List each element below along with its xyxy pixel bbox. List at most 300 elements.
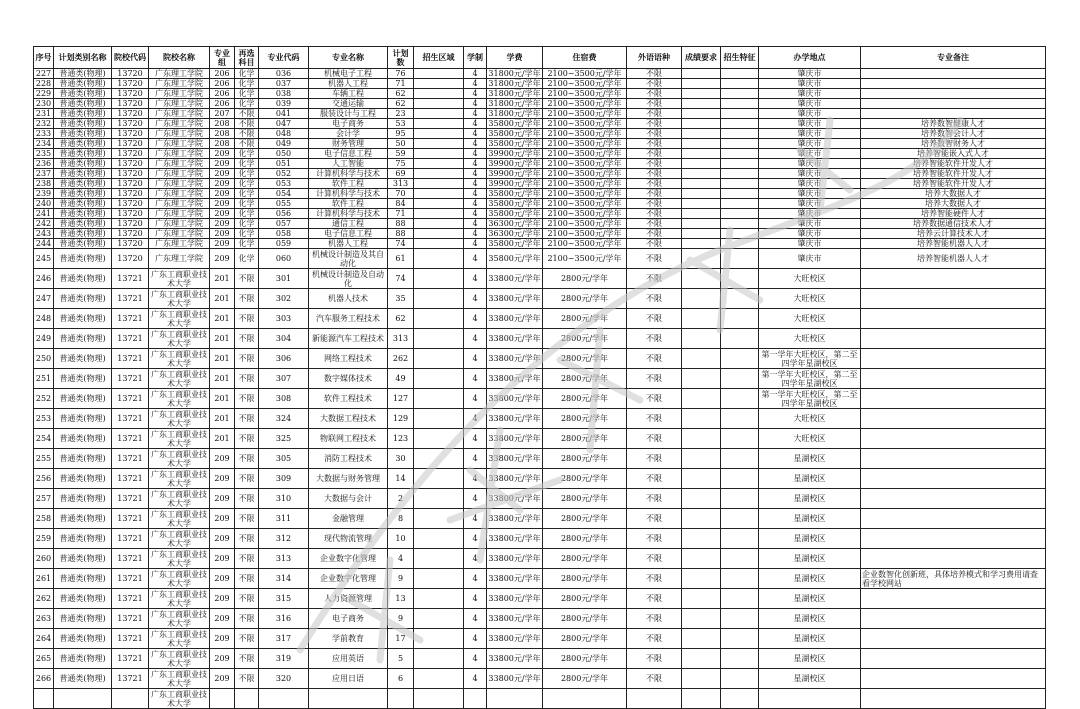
cell-duration: 4 xyxy=(464,239,487,249)
cell-enroll-feature xyxy=(721,489,759,509)
cell-score-requirement xyxy=(682,629,721,649)
cell-enroll-region xyxy=(414,119,464,129)
table-row xyxy=(34,199,1046,209)
cell-major-name: 学前教育 xyxy=(309,629,388,649)
cell-major-group: 206 xyxy=(210,79,235,89)
cell-major-note xyxy=(861,89,1046,99)
cell-elective-subject: 不限 xyxy=(235,509,259,529)
cell-plan-count: 69 xyxy=(388,169,414,179)
cell-enroll-feature xyxy=(721,249,759,269)
table-row xyxy=(34,609,1046,629)
cell-foreign-language: 不限 xyxy=(627,199,682,209)
cell-school-name: 广东理工学院 xyxy=(149,129,210,139)
cell-major-name: 机器人技术 xyxy=(309,289,388,309)
cell-tuition: 39900元/学年 xyxy=(488,179,541,188)
cell-foreign-language: 不限 xyxy=(627,489,682,509)
cell-lodging-fee: 2800元/学年 xyxy=(543,449,627,469)
table-row xyxy=(34,649,1046,669)
cell-elective-subject: 不限 xyxy=(235,529,259,549)
cell-campus-location: 肇庆市 xyxy=(759,99,861,109)
cell-foreign-language: 不限 xyxy=(627,409,682,429)
cell-major-name: 交通运输 xyxy=(309,99,388,109)
cell-tuition: 35800元/学年 xyxy=(488,139,541,148)
cell-seq: 241 xyxy=(34,209,54,219)
cell-major-note xyxy=(861,469,1046,489)
cell-major-code: 309 xyxy=(259,469,309,489)
header-elective-subject: 再选科目 xyxy=(235,47,259,69)
cell-lodging-fee: 2800元/学年 xyxy=(543,509,627,529)
cell-plan-category: 普通类(物理) xyxy=(54,409,112,429)
cell-major-group: 209 xyxy=(210,589,235,609)
cell-major-group: 201 xyxy=(210,289,235,309)
cell-score-requirement xyxy=(682,99,721,109)
cell-lodging-fee: 2800元/学年 xyxy=(543,469,627,489)
cell-foreign-language: 不限 xyxy=(627,269,682,289)
cell-major-group: 201 xyxy=(210,369,235,389)
cell-major-note xyxy=(861,589,1046,609)
cell-tuition: 35800元/学年 xyxy=(488,199,541,208)
cell-major-group: 209 xyxy=(210,159,235,169)
cell-major-group: 209 xyxy=(210,239,235,249)
cell-enroll-feature xyxy=(721,219,759,229)
cell-foreign-language: 不限 xyxy=(627,329,682,349)
cell-plan-count: 88 xyxy=(388,219,414,229)
cell-plan-count: 62 xyxy=(388,99,414,109)
cell-foreign-language: 不限 xyxy=(627,649,682,669)
cell-score-requirement xyxy=(682,139,721,149)
cell-tuition: 33800元/学年 xyxy=(487,629,543,649)
cell-foreign-language: 不限 xyxy=(627,569,682,589)
cell-seq: 248 xyxy=(34,309,54,329)
cell-major-code: 304 xyxy=(259,329,309,349)
cell-enroll-feature xyxy=(721,589,759,609)
cell-major-name: 机械电子工程 xyxy=(309,69,388,79)
cell-major-note xyxy=(861,269,1046,289)
cell-elective-subject: 不限 xyxy=(235,409,259,429)
table-row xyxy=(34,179,1046,189)
cell-plan-count: 129 xyxy=(388,409,414,429)
cell-seq: 242 xyxy=(34,219,54,229)
cell-major-note xyxy=(861,609,1046,629)
cell-tuition: 33800元/学年 xyxy=(487,389,543,409)
cell-plan-category: 普通类(物理) xyxy=(54,549,112,569)
cell-school-name: 广东工商职业技术大学 xyxy=(149,349,210,369)
table-row xyxy=(34,349,1046,369)
cell-enroll-region xyxy=(414,569,464,589)
cell-score-requirement xyxy=(682,569,721,589)
cell-plan-count: 5 xyxy=(388,649,414,669)
cell-campus-location: 大旺校区 xyxy=(759,329,861,349)
cell-major-code: 051 xyxy=(259,159,309,169)
cell-major-name: 机器人工程 xyxy=(309,79,388,89)
cell-score-requirement xyxy=(682,79,721,89)
cell-score-requirement xyxy=(682,689,721,709)
cell-school-name: 广东工商职业技术大学 xyxy=(149,449,210,469)
table-row xyxy=(34,249,1046,269)
cell-school-code: 13720 xyxy=(112,99,149,109)
cell-major-name: 机械设计制造及其自动化 xyxy=(309,249,388,269)
cell-score-requirement xyxy=(682,89,721,99)
table-row xyxy=(34,509,1046,529)
cell-score-requirement xyxy=(682,189,721,199)
cell-tuition: 31800元/学年 xyxy=(488,69,541,78)
cell-tuition: 35800元/学年 xyxy=(488,119,541,128)
cell-major-note xyxy=(861,529,1046,549)
cell-score-requirement xyxy=(682,269,721,289)
cell-tuition: 33800元/学年 xyxy=(487,529,543,549)
cell-lodging-fee: 2800元/学年 xyxy=(543,589,627,609)
cell-plan-count: 17 xyxy=(388,629,414,649)
cell-lodging-fee: 2100~3500元/学年 xyxy=(543,89,627,99)
cell-major-name: 应用英语 xyxy=(309,649,388,669)
cell-tuition: 33800元/学年 xyxy=(487,609,543,629)
cell-enroll-region xyxy=(414,509,464,529)
cell-campus-location: 星湖校区 xyxy=(759,609,861,629)
cell-campus-location: 肇庆市 xyxy=(759,149,861,159)
cell-plan-category: 普通类(物理) xyxy=(54,149,112,159)
cell-plan-count: 62 xyxy=(388,309,414,329)
cell-score-requirement xyxy=(682,529,721,549)
cell-score-requirement xyxy=(682,209,721,219)
cell-school-code: 13721 xyxy=(112,329,149,349)
cell-major-name: 电子商务 xyxy=(309,119,388,129)
cell-elective-subject: 不限 xyxy=(235,429,259,449)
cell-major-note: 培养智能软件开发人才 xyxy=(861,179,1046,189)
cell-plan-category: 普通类(物理) xyxy=(54,89,112,99)
cell-seq: 228 xyxy=(34,79,54,89)
cell-campus-location: 肇庆市 xyxy=(759,189,861,199)
cell-plan-category xyxy=(54,689,112,709)
cell-major-note xyxy=(861,449,1046,469)
cell-score-requirement xyxy=(682,199,721,209)
cell-campus-location: 星湖校区 xyxy=(759,509,861,529)
cell-major-note: 培养智能机器人人才 xyxy=(861,239,1046,249)
cell-major-name: 企业数字化管理 xyxy=(309,569,388,589)
cell-school-code: 13721 xyxy=(112,349,149,369)
cell-major-name: 物联网工程技术 xyxy=(309,429,388,449)
cell-elective-subject: 化学 xyxy=(235,209,259,219)
cell-school-code: 13720 xyxy=(112,89,149,99)
cell-lodging-fee: 2800元/学年 xyxy=(543,569,627,589)
table-row xyxy=(34,129,1046,139)
cell-duration: 4 xyxy=(464,119,487,129)
cell-tuition: 33800元/学年 xyxy=(487,469,543,489)
cell-school-name: 广东工商职业技术大学 xyxy=(149,269,210,289)
cell-score-requirement xyxy=(682,129,721,139)
cell-school-code: 13721 xyxy=(112,589,149,609)
cell-plan-count: 10 xyxy=(388,529,414,549)
table-row xyxy=(34,629,1046,649)
cell-school-code: 13720 xyxy=(112,189,149,199)
cell-elective-subject: 化学 xyxy=(235,219,259,229)
cell-foreign-language: 不限 xyxy=(627,139,682,149)
cell-elective-subject: 不限 xyxy=(235,139,259,149)
cell-plan-count: 53 xyxy=(388,119,414,129)
cell-score-requirement xyxy=(682,589,721,609)
cell-school-code: 13721 xyxy=(112,669,149,689)
admission-plan-table-container xyxy=(33,46,1045,708)
cell-elective-subject: 化学 xyxy=(235,169,259,179)
cell-foreign-language: 不限 xyxy=(627,229,682,239)
cell-duration: 4 xyxy=(464,569,487,589)
cell-major-note xyxy=(861,549,1046,569)
cell-foreign-language: 不限 xyxy=(627,89,682,99)
header-plan-count: 计划数 xyxy=(388,47,414,69)
cell-plan-category: 普通类(物理) xyxy=(54,369,112,389)
cell-duration: 4 xyxy=(464,99,487,109)
cell-tuition: 33800元/学年 xyxy=(487,289,543,309)
table-row xyxy=(34,229,1046,239)
cell-major-name: 机器人工程 xyxy=(309,239,388,249)
cell-major-group: 209 xyxy=(210,469,235,489)
cell-major-code: 303 xyxy=(259,309,309,329)
cell-campus-location: 肇庆市 xyxy=(759,199,861,209)
cell-score-requirement xyxy=(682,349,721,369)
cell-lodging-fee: 2800元/学年 xyxy=(543,329,627,349)
cell-major-code: 325 xyxy=(259,429,309,449)
cell-lodging-fee: 2800元/学年 xyxy=(543,529,627,549)
cell-plan-category: 普通类(物理) xyxy=(54,179,112,189)
cell-major-name: 软件工程 xyxy=(309,179,388,189)
cell-campus-location: 星湖校区 xyxy=(759,469,861,489)
cell-school-code: 13721 xyxy=(112,369,149,389)
cell-major-code: 041 xyxy=(259,109,309,119)
cell-score-requirement xyxy=(682,549,721,569)
header-tuition: 学费 xyxy=(487,47,543,69)
cell-score-requirement xyxy=(682,369,721,389)
cell-major-note: 培养智能软件开发人才 xyxy=(861,169,1046,179)
cell-major-group: 201 xyxy=(210,409,235,429)
cell-enroll-region xyxy=(414,269,464,289)
cell-major-code: 052 xyxy=(259,169,309,179)
cell-foreign-language xyxy=(627,689,682,709)
cell-plan-category: 普通类(物理) xyxy=(54,629,112,649)
cell-enroll-feature xyxy=(721,469,759,489)
cell-elective-subject: 不限 xyxy=(235,369,259,389)
cell-lodging-fee: 2100~3500元/学年 xyxy=(543,79,627,89)
cell-plan-count: 74 xyxy=(388,269,414,289)
cell-major-name: 人力资源管理 xyxy=(309,589,388,609)
cell-major-group xyxy=(210,689,235,709)
cell-score-requirement xyxy=(682,469,721,489)
cell-seq: 236 xyxy=(34,159,54,169)
cell-school-name: 广东工商职业技术大学 xyxy=(149,409,210,429)
cell-major-code: 039 xyxy=(259,99,309,109)
cell-plan-count: 23 xyxy=(388,109,414,119)
cell-duration: 4 xyxy=(464,289,487,309)
cell-seq: 232 xyxy=(34,119,54,129)
cell-seq: 245 xyxy=(34,249,54,269)
cell-lodging-fee: 2800元/学年 xyxy=(543,549,627,569)
cell-duration: 4 xyxy=(464,139,487,149)
cell-enroll-region xyxy=(414,489,464,509)
header-major-note: 专业备注 xyxy=(861,47,1046,69)
cell-plan-category: 普通类(物理) xyxy=(54,329,112,349)
cell-elective-subject: 化学 xyxy=(235,199,259,209)
cell-plan-count: 13 xyxy=(388,589,414,609)
cell-enroll-region xyxy=(414,449,464,469)
cell-enroll-region xyxy=(414,309,464,329)
cell-major-name: 机械设计制造及自动化 xyxy=(309,269,388,289)
cell-campus-location: 星湖校区 xyxy=(759,589,861,609)
cell-major-code: 054 xyxy=(259,189,309,199)
cell-enroll-feature xyxy=(721,289,759,309)
cell-major-code: 317 xyxy=(259,629,309,649)
cell-enroll-region xyxy=(414,89,464,99)
cell-lodging-fee: 2800元/学年 xyxy=(543,649,627,669)
cell-major-note: 培养数智健康人才 xyxy=(861,119,1046,129)
cell-major-group: 206 xyxy=(210,89,235,99)
cell-lodging-fee: 2100~3500元/学年 xyxy=(543,199,627,209)
cell-duration: 4 xyxy=(464,429,487,449)
cell-major-note: 培养智能硬件人才 xyxy=(861,209,1046,219)
table-row xyxy=(34,689,1046,709)
cell-major-code: 313 xyxy=(259,549,309,569)
cell-lodging-fee: 2100~3500元/学年 xyxy=(543,139,627,149)
cell-lodging-fee: 2100~3500元/学年 xyxy=(543,179,627,189)
cell-major-note xyxy=(861,629,1046,649)
cell-score-requirement xyxy=(682,159,721,169)
cell-major-group: 209 xyxy=(210,649,235,669)
cell-major-group: 207 xyxy=(210,109,235,119)
cell-major-code: 053 xyxy=(259,179,309,189)
table-row xyxy=(34,139,1046,149)
cell-tuition: 31800元/学年 xyxy=(488,89,541,98)
table-row xyxy=(34,309,1046,329)
cell-school-code: 13721 xyxy=(112,269,149,289)
cell-school-name: 广东工商职业技术大学 xyxy=(149,629,210,649)
cell-score-requirement xyxy=(682,409,721,429)
cell-major-group: 209 xyxy=(210,249,235,269)
cell-elective-subject xyxy=(235,689,259,709)
cell-enroll-feature xyxy=(721,269,759,289)
cell-major-name: 应用日语 xyxy=(309,669,388,689)
cell-foreign-language: 不限 xyxy=(627,109,682,119)
header-lodging-fee: 住宿费 xyxy=(543,47,627,69)
cell-foreign-language: 不限 xyxy=(627,99,682,109)
cell-foreign-language: 不限 xyxy=(627,669,682,689)
cell-lodging-fee: 2100~3500元/学年 xyxy=(543,219,627,229)
cell-plan-category: 普通类(物理) xyxy=(54,649,112,669)
cell-major-code: 037 xyxy=(259,79,309,89)
cell-enroll-region xyxy=(414,669,464,689)
cell-enroll-region xyxy=(414,99,464,109)
cell-plan-category: 普通类(物理) xyxy=(54,99,112,109)
cell-enroll-region xyxy=(414,199,464,209)
cell-major-code: 311 xyxy=(259,509,309,529)
cell-seq: 234 xyxy=(34,139,54,149)
cell-campus-location: 大旺校区 xyxy=(759,289,861,309)
cell-major-name xyxy=(309,689,388,709)
cell-school-code: 13720 xyxy=(112,129,149,139)
cell-score-requirement xyxy=(682,389,721,409)
cell-school-name: 广东理工学院 xyxy=(149,199,210,209)
table-row xyxy=(34,529,1046,549)
header-duration: 学制 xyxy=(464,47,487,69)
cell-enroll-region xyxy=(414,169,464,179)
cell-tuition: 39900元/学年 xyxy=(488,149,541,158)
cell-major-note xyxy=(861,369,1046,389)
cell-school-code: 13720 xyxy=(112,179,149,189)
cell-seq: 247 xyxy=(34,289,54,309)
cell-plan-count: 76 xyxy=(388,69,414,79)
cell-school-code: 13720 xyxy=(112,149,149,159)
cell-seq: 240 xyxy=(34,199,54,209)
cell-major-code: 302 xyxy=(259,289,309,309)
cell-elective-subject: 不限 xyxy=(235,589,259,609)
cell-lodging-fee: 2100~3500元/学年 xyxy=(543,119,627,129)
cell-campus-location: 肇庆市 xyxy=(759,219,861,229)
cell-school-name: 广东工商职业技术大学 xyxy=(149,589,210,609)
cell-school-code: 13720 xyxy=(112,69,149,79)
cell-elective-subject: 化学 xyxy=(235,159,259,169)
table-row xyxy=(34,329,1046,349)
cell-school-name: 广东理工学院 xyxy=(149,159,210,169)
cell-score-requirement xyxy=(682,429,721,449)
cell-enroll-region xyxy=(414,589,464,609)
cell-plan-count: 8 xyxy=(388,509,414,529)
cell-enroll-feature xyxy=(721,429,759,449)
cell-plan-count: 2 xyxy=(388,489,414,509)
cell-school-code: 13721 xyxy=(112,569,149,589)
cell-score-requirement xyxy=(682,109,721,119)
cell-major-group: 201 xyxy=(210,309,235,329)
table-row xyxy=(34,149,1046,159)
cell-elective-subject: 不限 xyxy=(235,569,259,589)
cell-plan-category: 普通类(物理) xyxy=(54,569,112,589)
cell-major-note xyxy=(861,349,1046,369)
cell-foreign-language: 不限 xyxy=(627,429,682,449)
cell-school-name: 广东理工学院 xyxy=(149,79,210,89)
cell-foreign-language: 不限 xyxy=(627,629,682,649)
table-header xyxy=(34,47,1046,69)
cell-plan-count: 123 xyxy=(388,429,414,449)
cell-plan-count: 62 xyxy=(388,89,414,99)
cell-elective-subject: 不限 xyxy=(235,469,259,489)
cell-school-code: 13720 xyxy=(112,219,149,229)
cell-campus-location: 大旺校区 xyxy=(759,429,861,449)
cell-school-code: 13721 xyxy=(112,629,149,649)
cell-seq: 239 xyxy=(34,189,54,199)
header-enroll-feature: 招生特征 xyxy=(721,47,759,69)
cell-lodging-fee: 2800元/学年 xyxy=(543,289,627,309)
cell-major-note xyxy=(861,79,1046,89)
table-body xyxy=(34,69,1046,709)
cell-enroll-region xyxy=(414,69,464,79)
cell-lodging-fee: 2800元/学年 xyxy=(543,409,627,429)
cell-duration: 4 xyxy=(464,629,487,649)
cell-plan-category: 普通类(物理) xyxy=(54,669,112,689)
cell-duration: 4 xyxy=(464,669,487,689)
cell-enroll-region xyxy=(414,159,464,169)
cell-school-code: 13720 xyxy=(112,139,149,149)
cell-duration: 4 xyxy=(464,89,487,99)
table-row xyxy=(34,569,1046,589)
cell-elective-subject: 化学 xyxy=(235,239,259,249)
cell-school-code: 13721 xyxy=(112,429,149,449)
cell-score-requirement xyxy=(682,309,721,329)
cell-major-code: 312 xyxy=(259,529,309,549)
cell-duration xyxy=(464,689,487,709)
cell-school-code: 13720 xyxy=(112,79,149,89)
cell-enroll-feature xyxy=(721,129,759,139)
cell-plan-count: 59 xyxy=(388,149,414,159)
cell-duration: 4 xyxy=(464,219,487,229)
cell-campus-location: 肇庆市 xyxy=(759,89,861,99)
header-score-requirement: 成绩要求 xyxy=(682,47,721,69)
cell-school-name: 广东理工学院 xyxy=(149,99,210,109)
cell-foreign-language: 不限 xyxy=(627,79,682,89)
